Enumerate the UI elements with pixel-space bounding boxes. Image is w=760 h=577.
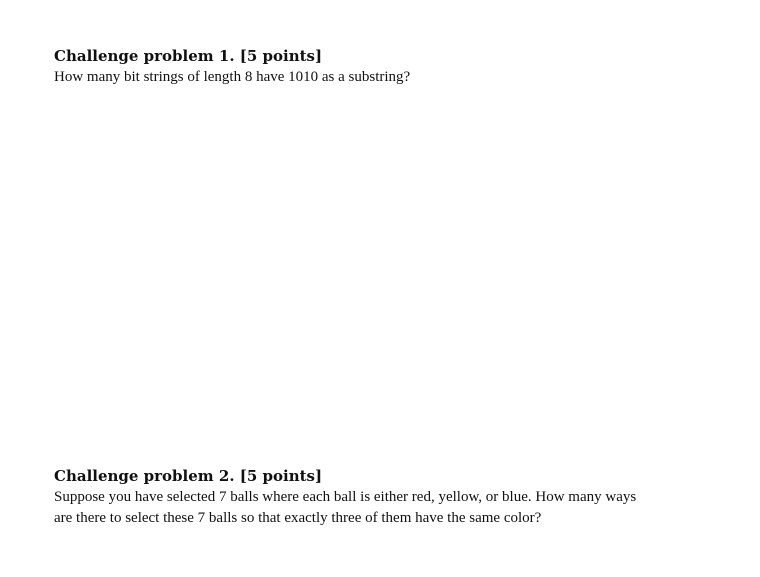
problem-1-text: How many bit strings of length 8 have 1010 as a substring? xyxy=(54,69,411,85)
challenge-problem-2 xyxy=(54,466,694,529)
problem-2-text-line-2: are there to select these 7 balls so that exactly three of them have the same color? xyxy=(54,510,542,526)
problem-1-title: Challenge problem 1. [5 points] xyxy=(54,47,323,65)
problem-2-text-line-1: Suppose you have selected 7 balls where each ball is either red, yellow, or blue. How many ways xyxy=(54,489,637,505)
challenge-problem-1 xyxy=(54,46,694,88)
problem-2-title: Challenge problem 2. [5 points] xyxy=(54,467,323,485)
